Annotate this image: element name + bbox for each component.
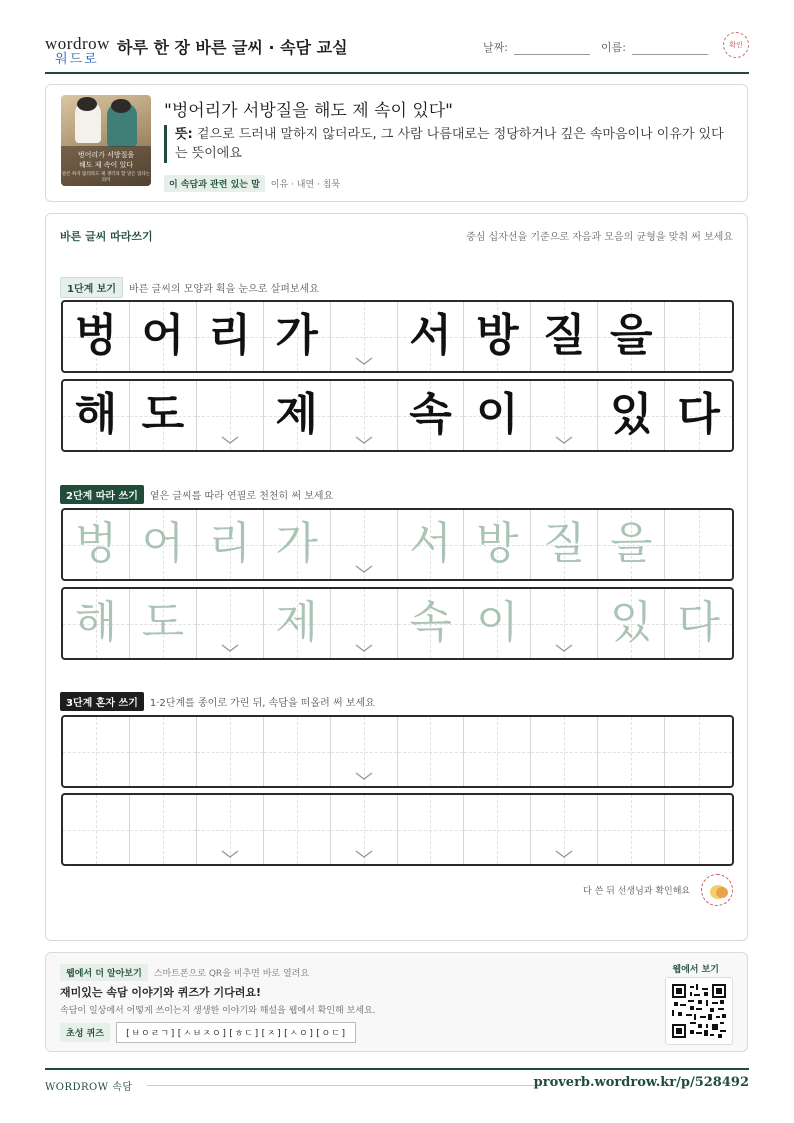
char-cell[interactable]	[464, 717, 531, 786]
related-words: 이 속담과 관련 있는 말 이유 · 내면 · 침묵	[164, 175, 340, 192]
char-glyph: 속	[409, 389, 452, 440]
char-cell[interactable]	[264, 589, 331, 658]
char-cell[interactable]	[264, 510, 331, 579]
char-cell	[130, 381, 197, 450]
char-cell	[598, 381, 665, 450]
char-cell[interactable]	[665, 589, 732, 658]
char-cell[interactable]	[398, 795, 465, 864]
char-cell[interactable]	[63, 510, 130, 579]
char-cell[interactable]	[63, 795, 130, 864]
char-cell	[531, 302, 598, 371]
qr-label: 웹에서 보기	[672, 965, 719, 975]
teacher-confirm: 다 쓴 뒤 선생님과 확인해요	[583, 874, 733, 906]
step2-row-1[interactable]	[61, 508, 734, 581]
space-cell[interactable]	[531, 795, 598, 864]
chosung-quiz	[60, 1022, 356, 1043]
quiz-label: 초성 퀴즈	[60, 1023, 110, 1042]
space-cell[interactable]	[331, 589, 398, 658]
quiz-box: [ㅂㅇㄹㄱ][ㅅㅂㅈㅇ][ㅎㄷ][ㅈ][ㅅㅇ][ㅇㄷ]	[116, 1022, 356, 1043]
space-cell	[665, 302, 732, 371]
space-cell	[197, 381, 264, 450]
footer-url[interactable]: proverb.wordrow.kr/p/528492	[533, 1075, 749, 1090]
practice-panel	[45, 213, 748, 941]
char-glyph: 을	[609, 518, 653, 569]
char-glyph: 방	[476, 310, 519, 361]
space-cell[interactable]	[331, 510, 398, 579]
char-glyph: 해	[74, 389, 118, 440]
name-line[interactable]	[632, 54, 708, 55]
space-cell[interactable]	[665, 510, 732, 579]
step3-badge: 3단계 혼자 쓰기	[60, 692, 144, 711]
char-cell[interactable]	[464, 589, 531, 658]
step3-row-2[interactable]	[61, 793, 734, 866]
space-cell[interactable]	[331, 795, 398, 864]
space-mark-icon	[355, 772, 373, 780]
char-cell	[264, 302, 331, 371]
web-description: 속담이 일상에서 어떻게 쓰이는지 생생한 이야기와 해설을 웹에서 확인해 보세요.	[60, 1006, 376, 1016]
footer-brand: WORDROW 속담	[45, 1082, 133, 1093]
char-glyph: 질	[543, 518, 586, 569]
char-cell[interactable]	[598, 717, 665, 786]
space-mark-icon	[221, 644, 239, 652]
proverb-card	[45, 84, 748, 202]
name-field[interactable]	[601, 39, 708, 55]
panel-hint: 중심 십자선을 기준으로 자음과 모음의 균형을 맞춰 써 보세요	[466, 232, 733, 243]
page-header	[45, 28, 749, 74]
panel-title: 바른 글씨 따라쓰기	[60, 230, 153, 243]
space-mark-icon	[355, 850, 373, 858]
char-glyph: 어	[141, 310, 185, 361]
char-cell[interactable]	[130, 795, 197, 864]
space-mark-icon	[355, 357, 373, 365]
proverb-meaning: 뜻: 겉으로 드러내 말하지 않더라도, 그 사람 나름대로는 정당하거나 깊은 속마음이나 이유가 있다는 뜻이에요	[164, 125, 724, 163]
wordrow-logo: wordrow 워드로	[45, 34, 110, 67]
char-glyph: 있	[609, 597, 653, 648]
step1-row-1	[61, 300, 734, 373]
char-cell[interactable]	[598, 510, 665, 579]
char-glyph: 다	[677, 389, 720, 440]
char-glyph: 가	[275, 518, 318, 569]
footer-rule	[147, 1085, 539, 1086]
char-glyph: 제	[275, 389, 318, 440]
char-glyph: 리	[208, 310, 252, 361]
char-glyph: 있	[609, 389, 653, 440]
char-glyph: 도	[141, 389, 185, 440]
space-mark-icon	[221, 436, 239, 444]
space-mark-icon	[355, 565, 373, 573]
space-cell	[331, 302, 398, 371]
char-glyph: 속	[409, 597, 452, 648]
char-cell[interactable]	[665, 795, 732, 864]
char-glyph: 다	[677, 597, 720, 648]
char-cell[interactable]	[398, 510, 465, 579]
char-cell[interactable]	[63, 717, 130, 786]
char-cell	[264, 381, 331, 450]
char-cell[interactable]	[63, 589, 130, 658]
char-glyph: 리	[208, 518, 252, 569]
step3-heading: 3단계 혼자 쓰기 1·2단계를 종이로 가린 뒤, 속담을 떠올려 써 보세요	[60, 692, 375, 711]
char-glyph: 을	[609, 310, 653, 361]
char-cell[interactable]	[598, 589, 665, 658]
web-tag: 웹에서 더 알아보기 스마트폰으로 QR을 비추면 바로 열려요	[60, 964, 309, 981]
char-cell[interactable]	[130, 589, 197, 658]
char-cell[interactable]	[130, 717, 197, 786]
char-cell	[598, 302, 665, 371]
char-glyph: 해	[74, 597, 118, 648]
char-glyph: 벙	[74, 518, 118, 569]
char-cell	[464, 302, 531, 371]
step1-heading: 1단계 보기 바른 글씨의 모양과 획을 눈으로 살펴보세요	[60, 277, 319, 298]
char-glyph: 어	[141, 518, 185, 569]
related-tag: 이 속담과 관련 있는 말	[164, 175, 265, 192]
char-glyph: 서	[409, 518, 452, 569]
space-mark-icon	[555, 644, 573, 652]
char-glyph: 방	[476, 518, 519, 569]
space-cell[interactable]	[197, 795, 264, 864]
check-stamp: 확인	[723, 32, 749, 58]
char-cell[interactable]	[531, 717, 598, 786]
space-cell[interactable]	[197, 589, 264, 658]
date-field[interactable]	[483, 39, 590, 55]
char-cell[interactable]	[398, 717, 465, 786]
char-cell[interactable]	[197, 510, 264, 579]
char-cell[interactable]	[464, 510, 531, 579]
char-glyph: 서	[409, 310, 452, 361]
proverb-title: "벙어리가 서방질을 해도 제 속이 있다"	[164, 101, 453, 121]
char-cell	[398, 302, 465, 371]
char-glyph: 이	[476, 389, 519, 440]
char-cell	[63, 381, 130, 450]
char-cell	[130, 302, 197, 371]
space-mark-icon	[555, 436, 573, 444]
space-cell	[531, 381, 598, 450]
step1-row-2	[61, 379, 734, 452]
char-glyph: 가	[275, 310, 318, 361]
page-footer	[45, 1068, 749, 1098]
char-cell	[63, 302, 130, 371]
space-cell[interactable]	[331, 717, 398, 786]
space-cell[interactable]	[665, 717, 732, 786]
name-label: 이름:	[601, 41, 626, 54]
proverb-illustration: 벙어리가 서방질을 해도 제 속이 있다 말은 하지 않더라도 제 생각과 할 말은 있다는 의미	[61, 95, 151, 186]
date-line[interactable]	[514, 54, 590, 55]
char-glyph: 질	[543, 310, 586, 361]
teacher-stamp-icon	[701, 874, 733, 906]
space-mark-icon	[555, 850, 573, 858]
char-glyph: 도	[141, 597, 185, 648]
char-cell	[197, 302, 264, 371]
char-cell[interactable]	[531, 510, 598, 579]
char-cell[interactable]	[264, 795, 331, 864]
char-cell	[665, 381, 732, 450]
step3-row-1[interactable]	[61, 715, 734, 788]
date-label: 날짜:	[483, 41, 508, 54]
char-cell[interactable]	[264, 717, 331, 786]
step2-heading: 2단계 따라 쓰기 옅은 글씨를 따라 연필로 천천히 써 보세요	[60, 485, 333, 504]
space-mark-icon	[221, 850, 239, 858]
step1-badge: 1단계 보기	[60, 277, 123, 298]
char-cell[interactable]	[598, 795, 665, 864]
space-cell	[331, 381, 398, 450]
step2-row-2[interactable]	[61, 587, 734, 660]
web-promo-box	[45, 952, 748, 1052]
page-title: 하루 한 장 바른 글씨 · 속담 교실	[117, 38, 348, 57]
char-cell[interactable]	[130, 510, 197, 579]
char-cell	[464, 381, 531, 450]
space-mark-icon	[355, 644, 373, 652]
step2-badge: 2단계 따라 쓰기	[60, 485, 144, 504]
web-headline: 재미있는 속담 이야기와 퀴즈가 기다려요!	[60, 986, 261, 999]
char-glyph: 제	[275, 597, 318, 648]
qr-code-icon[interactable]	[665, 977, 733, 1045]
char-glyph: 이	[476, 597, 519, 648]
char-glyph: 벙	[74, 310, 118, 361]
char-cell[interactable]	[197, 717, 264, 786]
char-cell	[398, 381, 465, 450]
space-mark-icon	[355, 436, 373, 444]
char-cell[interactable]	[398, 589, 465, 658]
space-cell[interactable]	[531, 589, 598, 658]
char-cell[interactable]	[464, 795, 531, 864]
